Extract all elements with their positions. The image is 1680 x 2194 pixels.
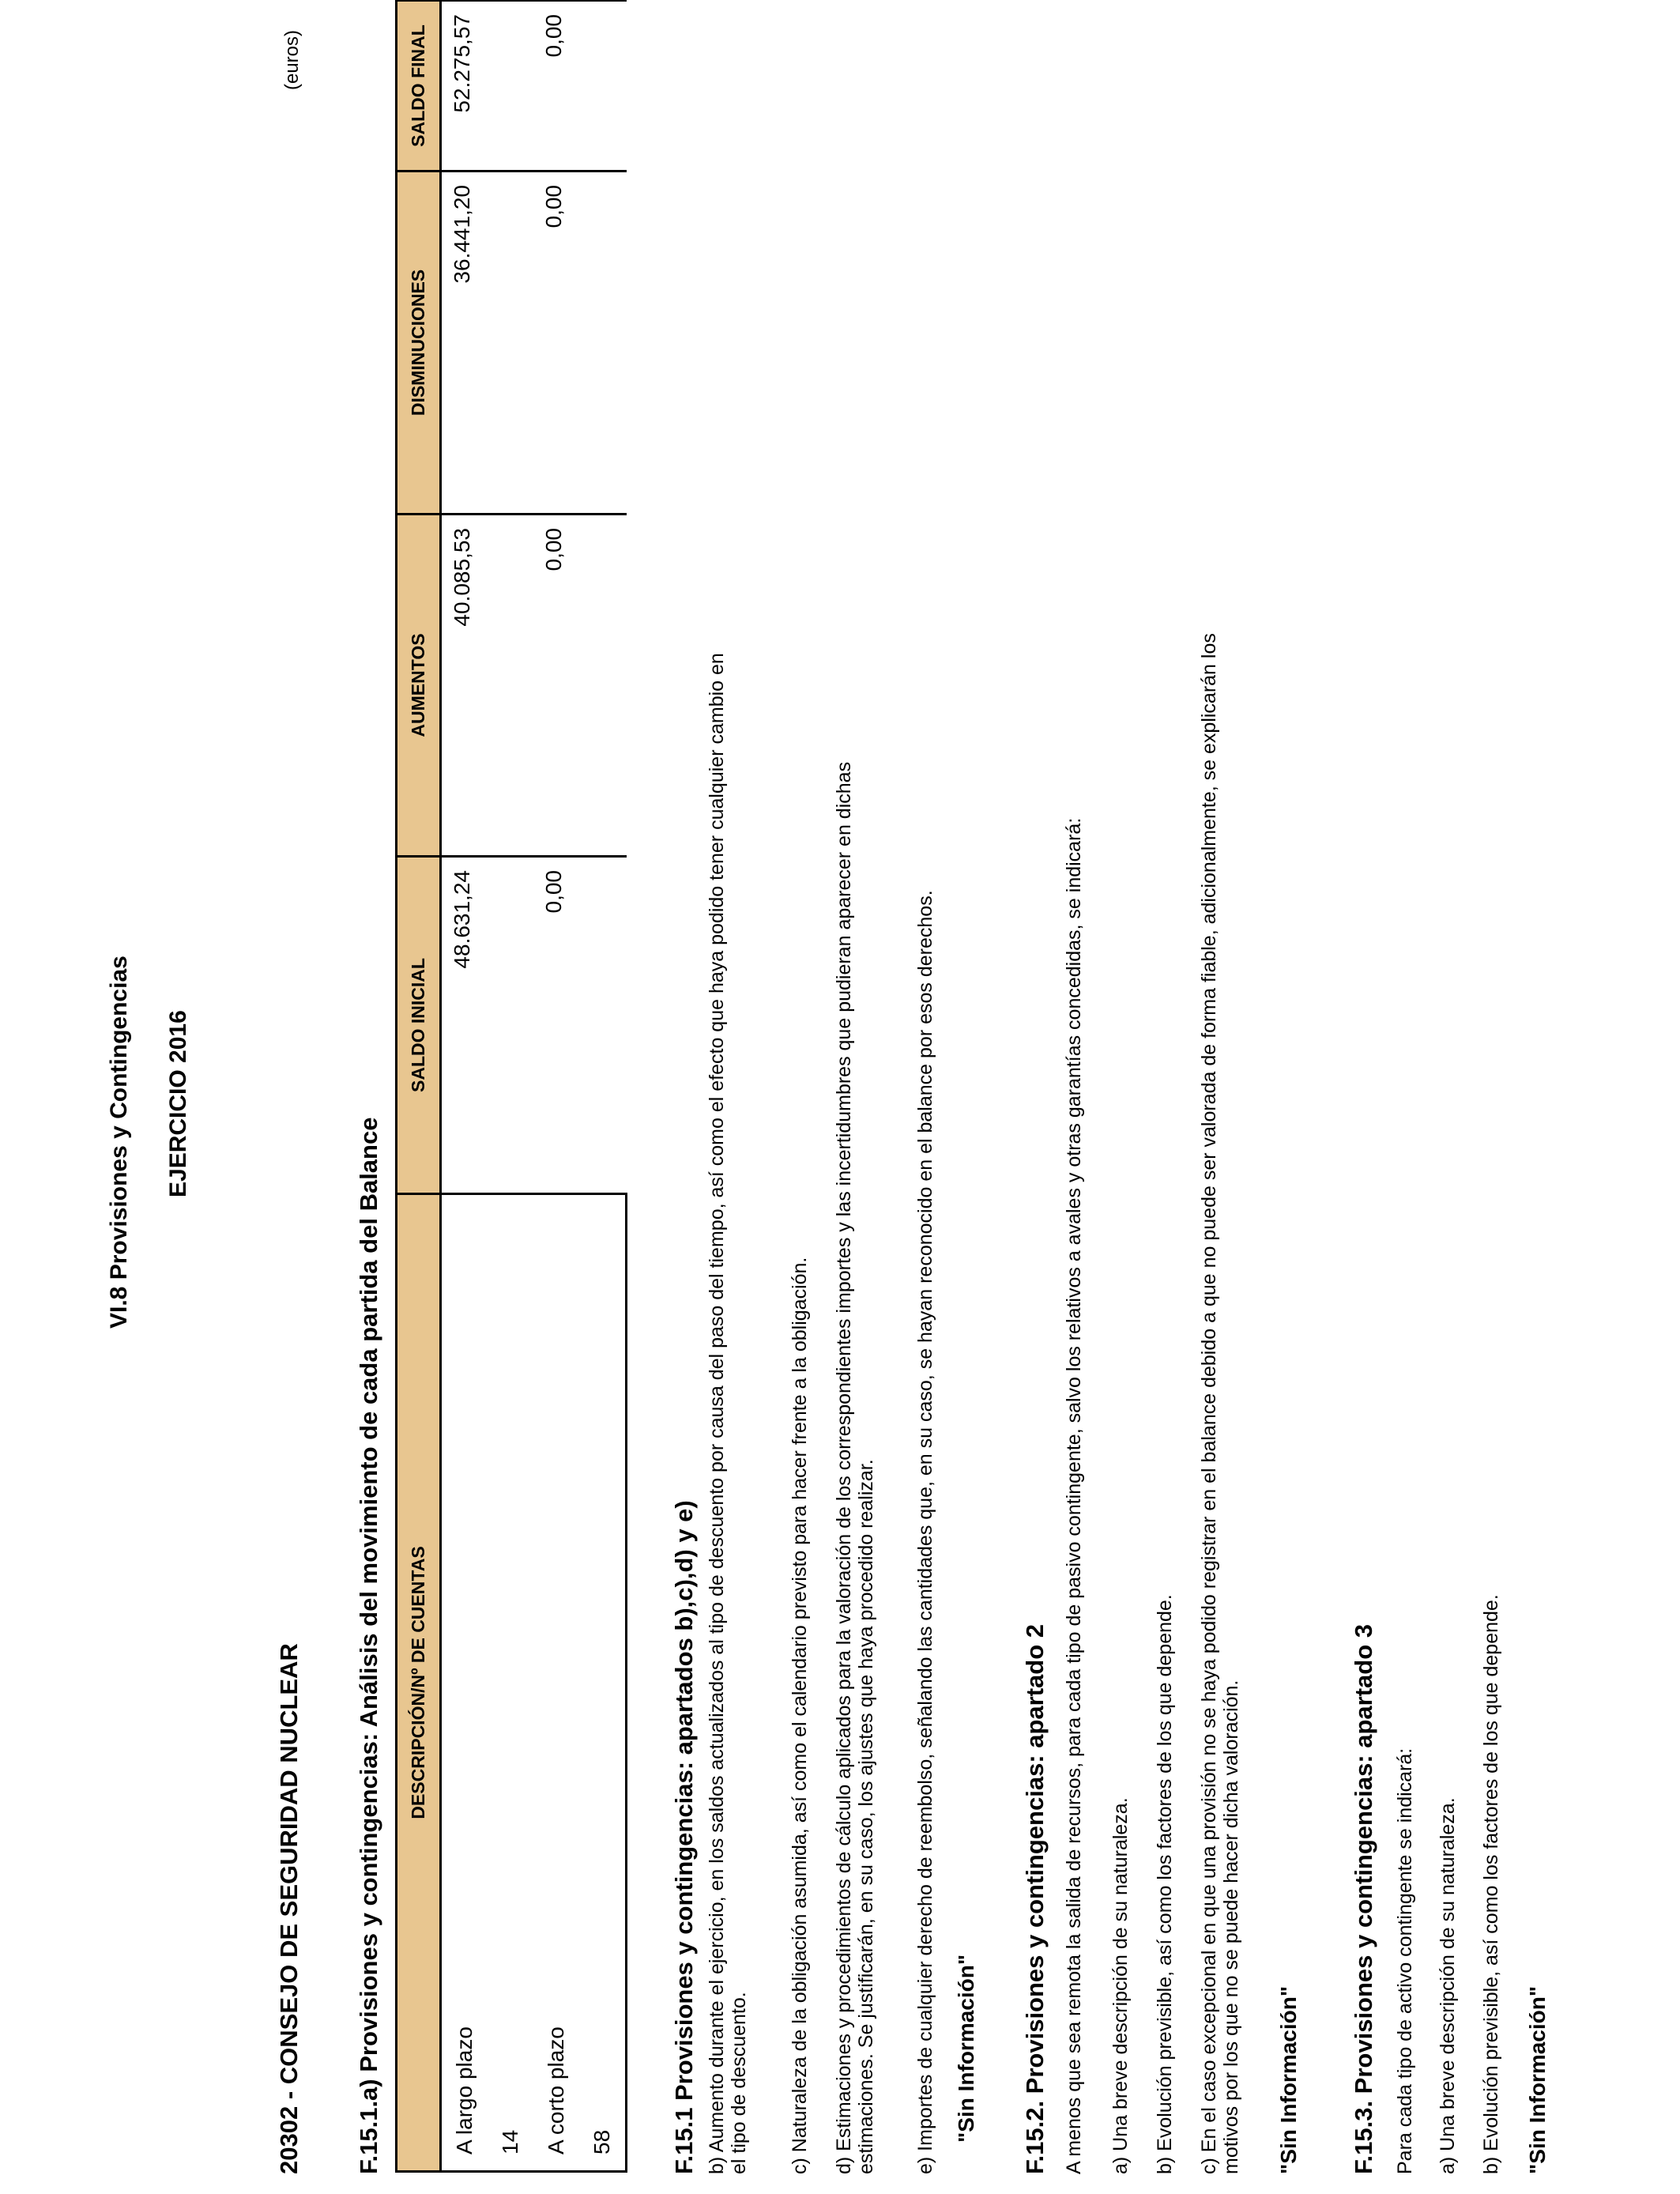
section-3-heading: F.15.3. Provisiones y contingencias: apartado 3 — [1350, 1623, 1377, 2174]
row-disminuciones: 0,00 — [533, 172, 627, 515]
section-b-heading: F.15.1 Provisiones y contingencias: apartados b),c),d) y e) — [670, 1500, 698, 2174]
col-header-saldo-final: SALDO FINAL — [397, 1, 441, 172]
sin-informacion-2: "Sin Información" — [1276, 1985, 1301, 2174]
row-disminuciones: 36.441,20 — [441, 172, 534, 515]
row-desc: A largo plazo — [441, 1194, 488, 2172]
row-saldo-inicial: 0,00 — [533, 857, 627, 1194]
paragraph-e: e) Importes de cualquier derecho de reembolso, señalando las cantidades que, en su caso, se hayan reconocido en el balance por esos derechos. — [914, 890, 936, 2174]
main-title: VI.8 Provisiones y Contingencias — [106, 956, 132, 1329]
row-aumentos: 0,00 — [533, 515, 627, 857]
section-3-intro: Para cada tipo de activo contingente se indicará: — [1394, 1747, 1416, 2174]
sin-informacion-3: "Sin Información" — [1525, 1985, 1550, 2174]
col-header-aumentos: AUMENTOS — [397, 515, 441, 857]
paragraph-b: b) Aumento durante el ejercicio, en los saldos actualizados al tipo de descuento por causa del paso del tiempo, así como el efecto que haya podido tener cualquier cambio en el tipo de descuento. — [706, 653, 750, 2174]
movements-table — [395, 0, 627, 2173]
section-3-item-a: a) Una breve descripción de su naturaleza. — [1437, 1797, 1459, 2174]
table-row — [441, 1, 488, 2172]
section-2-intro: A menos que sea remota la salida de recursos, para cada tipo de pasivo contingente, salvo los relativos a avales y otras garantías concedidas, se indicará: — [1063, 817, 1085, 2174]
section-2-item-c: c) En el caso excepcional en que una provisión no se haya podido registrar en el balance debido a que no puede ser valorada de forma fiable, adicionalmente, se explicarán los motivos por los que no se puede hacer dicha valoración. — [1198, 633, 1242, 2174]
row-saldo-final: 0,00 — [533, 1, 627, 172]
exercise-title: EJERCICIO 2016 — [165, 1010, 191, 1197]
col-header-saldo-inicial: SALDO INICIAL — [397, 857, 441, 1194]
paragraph-c: c) Naturaleza de la obligación asumida, así como el calendario previsto para hacer frente a la obligación. — [789, 1257, 811, 2174]
col-header-description: DESCRIPCIÓN/Nº DE CUENTAS — [397, 1194, 441, 2172]
row-aumentos: 40.085,53 — [441, 515, 534, 857]
section-2-heading: F.15.2. Provisiones y contingencias: apartado 2 — [1021, 1623, 1049, 2174]
row-saldo-inicial: 48.631,24 — [441, 857, 534, 1194]
sin-informacion-b: "Sin Información" — [954, 1954, 978, 2143]
row-desc: A corto plazo — [533, 1194, 579, 2172]
section-a-heading: F.15.1.a) Provisiones y contingencias: Análisis del movimiento de cada partida del Balance — [355, 1117, 382, 2174]
currency-note: (euros) — [281, 29, 303, 90]
row-code: 14 — [488, 1194, 533, 2172]
row-saldo-final: 52.275,57 — [441, 1, 534, 172]
table-row — [533, 1, 579, 2172]
section-3-item-b: b) Evolución previsible, así como los factores de los que depende. — [1480, 1594, 1502, 2174]
table-header-row — [397, 1, 441, 2172]
section-2-item-a: a) Una breve descripción de su naturaleza. — [1109, 1797, 1132, 2174]
row-code: 58 — [579, 1194, 627, 2172]
entity-title: 20302 - CONSEJO DE SEGURIDAD NUCLEAR — [275, 1643, 303, 2174]
paragraph-d: d) Estimaciones y procedimientos de cálculo aplicados para la valoración de los correspondientes importes y las incertidumbres que pudieran aparecer en dichas estimaciones. Se justificarán, en su caso, los ajustes que haya procedido realizar. — [833, 761, 877, 2174]
section-2-item-b: b) Evolución previsible, así como los factores de los que depende. — [1154, 1594, 1176, 2174]
col-header-disminuciones: DISMINUCIONES — [397, 172, 441, 515]
